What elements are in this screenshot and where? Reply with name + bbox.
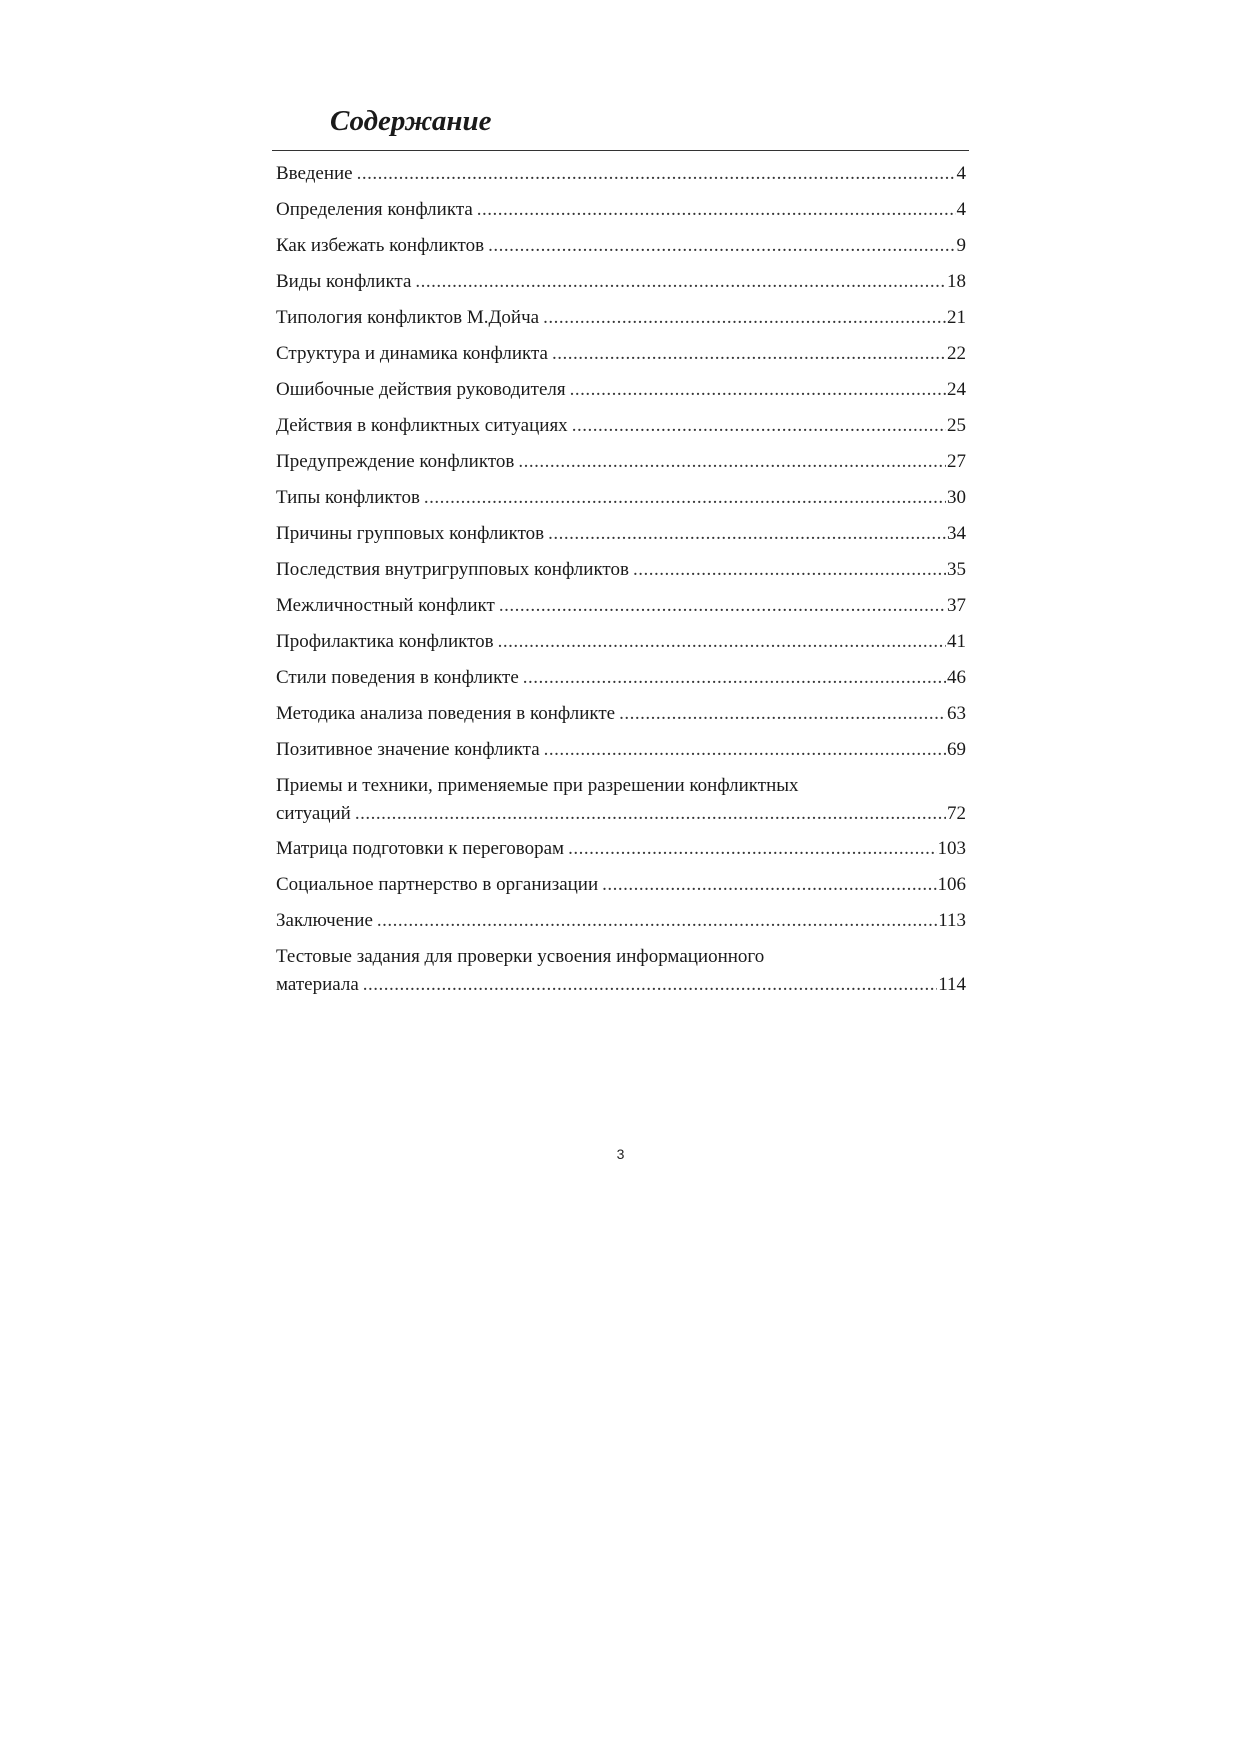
dot-leader — [619, 700, 946, 728]
toc-entry-page: 103 — [937, 838, 966, 859]
dot-leader — [498, 628, 946, 656]
toc-entry-text: Межличностный конфликт — [276, 595, 495, 616]
toc-entry — [276, 340, 966, 368]
toc-entry — [276, 700, 966, 728]
toc-entry — [276, 268, 966, 296]
toc-entry — [276, 484, 966, 512]
toc-entry-text: Стили поведения в конфликте — [276, 667, 519, 688]
toc-entry-text: Определения конфликта — [276, 199, 473, 220]
toc-entry-page: 4 — [956, 163, 966, 184]
toc-entry — [276, 943, 966, 999]
toc-entry-text: Заключение — [276, 910, 373, 931]
toc-entry-text: Введение — [276, 163, 353, 184]
toc-entry-page: 113 — [938, 910, 966, 931]
toc-entry-text: Типология конфликтов М.Дойча — [276, 307, 540, 328]
dot-leader — [424, 484, 946, 512]
toc-entry — [276, 556, 966, 584]
toc-entry-text: Социальное партнерство в организации — [276, 874, 599, 895]
toc-entry — [276, 871, 966, 899]
toc-entry-page: 25 — [947, 415, 966, 436]
toc-entry-text: Методика анализа поведения в конфликте — [276, 703, 616, 724]
toc-entry-page: 27 — [947, 451, 966, 472]
toc-entry — [276, 160, 966, 188]
toc-entry — [276, 907, 966, 935]
dot-leader — [355, 800, 946, 828]
toc-entry-page: 30 — [947, 487, 966, 508]
toc-entry-text: Виды конфликта — [276, 271, 412, 292]
toc-entry-text-line1: Тестовые задания для проверки усвоения информационного — [276, 946, 765, 967]
toc-entry-text: Причины групповых конфликтов — [276, 523, 545, 544]
toc-entry-page: 63 — [947, 703, 966, 724]
dot-leader — [552, 340, 946, 368]
toc-entry-page: 106 — [937, 874, 966, 895]
dot-leader — [523, 664, 946, 692]
page-number: 3 — [616, 1146, 625, 1162]
toc-entry-page: 41 — [947, 631, 966, 652]
dot-leader — [548, 520, 946, 548]
toc-entry-text: Предупреждение конфликтов — [276, 451, 515, 472]
toc-entry — [276, 628, 966, 656]
toc-entry-text: ситуаций — [276, 803, 351, 824]
toc-entry-text: Последствия внутригрупповых конфликтов — [276, 559, 629, 580]
toc-entry-page: 69 — [947, 739, 966, 760]
toc-entry-text: Действия в конфликтных ситуациях — [276, 415, 568, 436]
toc-entry-text: Матрица подготовки к переговорам — [276, 838, 565, 859]
toc-entry — [276, 304, 966, 332]
toc-entry — [276, 196, 966, 224]
dot-leader — [363, 971, 937, 999]
title-divider — [272, 150, 969, 151]
dot-leader — [544, 736, 946, 764]
toc-entry-page: 46 — [947, 667, 966, 688]
toc-entry-page: 35 — [947, 559, 966, 580]
toc-entry — [276, 448, 966, 476]
toc-entry-text: Позитивное значение конфликта — [276, 739, 540, 760]
toc-entry — [276, 772, 966, 828]
toc-entry — [276, 376, 966, 404]
toc-entry — [276, 835, 966, 863]
dot-leader — [543, 304, 946, 332]
toc-entry-page: 22 — [947, 343, 966, 364]
dot-leader — [518, 448, 946, 476]
toc-entry-page: 34 — [947, 523, 966, 544]
toc-entry — [276, 520, 966, 548]
dot-leader — [357, 160, 956, 188]
toc-title: Содержание — [330, 105, 492, 137]
toc-entry-page: 114 — [938, 974, 966, 995]
toc-entry-page: 72 — [947, 803, 966, 824]
dot-leader — [570, 376, 946, 404]
toc-entry-page: 4 — [956, 199, 966, 220]
toc-entry-text: Как избежать конфликтов — [276, 235, 485, 256]
dot-leader — [602, 871, 936, 899]
toc-entry-text: Типы конфликтов — [276, 487, 420, 508]
toc-entry-page: 37 — [947, 595, 966, 616]
toc-entry-text: Профилактика конфликтов — [276, 631, 494, 652]
dot-leader — [488, 232, 955, 260]
toc-entry-page: 18 — [947, 271, 966, 292]
dot-leader — [377, 907, 937, 935]
toc-entry — [276, 232, 966, 260]
toc-entry — [276, 412, 966, 440]
toc-entry — [276, 664, 966, 692]
toc-entry-page: 21 — [947, 307, 966, 328]
dot-leader — [415, 268, 946, 296]
toc-entry — [276, 736, 966, 764]
toc-entry-page: 9 — [956, 235, 966, 256]
toc-entry-text: материала — [276, 974, 359, 995]
toc-entry-text: Структура и динамика конфликта — [276, 343, 548, 364]
toc-entry-text-line1: Приемы и техники, применяемые при разрешении конфликтных — [276, 775, 799, 796]
dot-leader — [633, 556, 946, 584]
toc-entry-text: Ошибочные действия руководителя — [276, 379, 566, 400]
dot-leader — [477, 196, 956, 224]
table-of-contents — [276, 160, 966, 1006]
toc-entry-page: 24 — [947, 379, 966, 400]
dot-leader — [572, 412, 946, 440]
dot-leader — [499, 592, 946, 620]
dot-leader — [568, 835, 936, 863]
toc-entry — [276, 592, 966, 620]
